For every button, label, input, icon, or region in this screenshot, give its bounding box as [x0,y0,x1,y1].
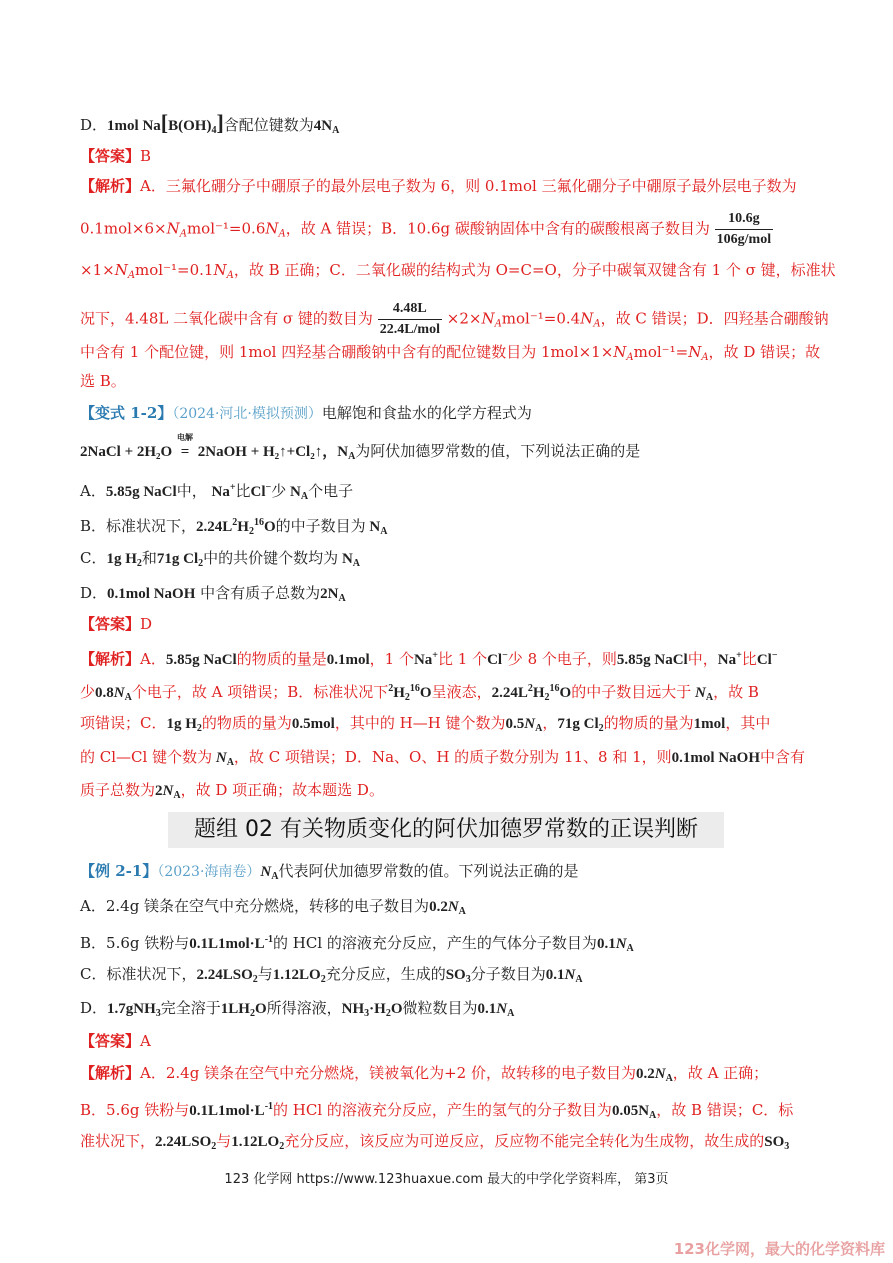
option-d: D．1mol $Na[B(OH)_4]$含配位键数为$4N_A$ [80,110,340,136]
analysis-line: 选 B。 [80,372,126,390]
equation-line: 2NaCl + 2H₂O 电解 = 2NaOH + H₂↑+Cl₂↑，$N_A$为阿伏加德罗常数的值，下列说法正确的是 [80,432,641,462]
analysis-line: 少$0.8N_A$个电子，故 A 项错误；B．标准状况下$^2H_2^{16}O$呈液态，$2.24L^2H_2^{16}O$的中子数目远大于 $N_A$，故 B [80,683,759,703]
fraction: $\frac{10.6g}{\text{106g/mol}}$ [716,211,772,247]
analysis-line: 【解析】A．三氟化硼分子中硼原子的最外层电子数为 6，则 0.1mol 三氟化硼分子中硼原子最外层电子数为 [80,177,797,195]
question-stem: 【例 2-1】（2023·海南卷）$N_A$代表阿伏加德罗常数的值。下列说法正确的是 [80,862,579,882]
question-stem: 【变式 1-2】（2024·河北·模拟预测）电解饱和食盐水的化学方程式为 [80,404,532,422]
analysis-line: 准状况下，$2.24LSO_2$与$1.12LO_2$充分反应，该反应为可逆反应，反应物不能完全转化为生成物，故生成的$SO_3$ [80,1132,790,1152]
answer-line: 【答案】B [80,147,152,165]
option-c: C．1g $H_2$和71g $Cl_2$中的共价键个数均为 $N_A$ [80,549,361,569]
option-a: A．5.85g NaCl中， Na+比Cl−少 $N_A$个电子 [80,482,354,502]
answer-line: 【答案】D [80,615,153,633]
option-a: A．2.4g 镁条在空气中充分燃烧，转移的电子数目为$0.2N_A$ [80,897,466,917]
fraction: $\frac{4.48L}{\text{22.4L/mol}}$ [379,301,440,337]
watermark: 123化学网，最大的化学资料库 [673,1240,885,1258]
analysis-line: 的 Cl—Cl 键个数为 $N_A$，故 C 项错误；D．Na、O、H 的质子数分别为 11、8 和 1，则0.1mol NaOH中含有 [80,748,806,768]
analysis-line: B．5.6g 铁粉与$0.1L1mol\cdot L^{-1}$的 HCl 的溶液充分反应，产生的氢气的分子数目为$0.05N_A$，故 B 错误；C．标 [80,1101,794,1121]
analysis-line: $0.1mol\times 6\times N_Amol^{-1}=0.6N_A$，故 A 错误；B．10.6g 碳酸钠固体中含有的碳酸根离子数目为 $\frac{10.6g}{\text{106g/mol}}$ [80,211,772,247]
option-d: D．1.7gNH$_3$完全溶于$1LH_2O$所得溶液，$NH_3\cdot H_2O$微粒数目为$0.1N_A$ [80,999,515,1019]
answer-line: 【答案】A [80,1032,151,1050]
analysis-line: 【解析】A．2.4g 镁条在空气中充分燃烧，镁被氧化为+2 价，故转移的电子数目为$0.2N_A$，故 A 正确； [80,1064,769,1084]
analysis-line: 【解析】A．5.85g NaCl的物质的量是0.1mol，1 个Na+比 1 个Cl−少 8 个电子，则5.85g NaCl中，Na+比Cl− [80,650,778,668]
option-b: B．5.6g 铁粉与$0.1L1mol\cdot L^{-1}$的 HCl 的溶液充分反应，产生的气体分子数目为$0.1N_A$ [80,934,634,954]
section-title: 题组 02 有关物质变化的阿伏加德罗常数的正误判断 [168,812,724,848]
analysis-line: $\times 1\times N_Amol^{-1}=0.1N_A$，故 B 正确；C．二氧化碳的结构式为 O=C=O，分子中碳氧双键含有 1 个 σ 键，标准状 [80,261,836,281]
option-d: D．0.1mol NaOH 中含有质子总数为$2N_A$ [80,584,346,604]
analysis-line: 中含有 1 个配位键，则 1mol 四羟基合硼酸钠中含有的配位键数目为 $1mol\times 1\times N_Amol^{-1}=N_A$，故 D 错误；故 [80,343,821,363]
page-footer: 123 化学网 https://www.123huaxue.com 最大的中学化学资料库， 第3页 [224,1172,669,1187]
analysis-line: 项错误；C．1g $H_2$的物质的量为0.5mol，其中的 H—H 键个数为$0.5N_A$，71g $Cl_2$的物质的量为1mol，其中 [80,714,771,734]
analysis-line: 况下，4.48L 二氧化碳中含有 σ 键的数目为 $\frac{4.48L}{\text{22.4L/mol}}$ $\times 2\times N_Amol^{-1}=0.4N_A$，故 C 错误；D．四羟基合硼酸钠 [80,301,829,337]
option-b: B．标准状况下，$2.24L^2H_2^{16}O$的中子数目为 $N_A$ [80,517,388,537]
analysis-line: 质子总数为$2N_A$，故 D 项正确；故本题选 D。 [80,781,384,801]
option-c: C．标准状况下，$2.24LSO_2$与$1.12LO_2$充分反应，生成的$SO_3$分子数目为$0.1N_A$ [80,965,583,985]
